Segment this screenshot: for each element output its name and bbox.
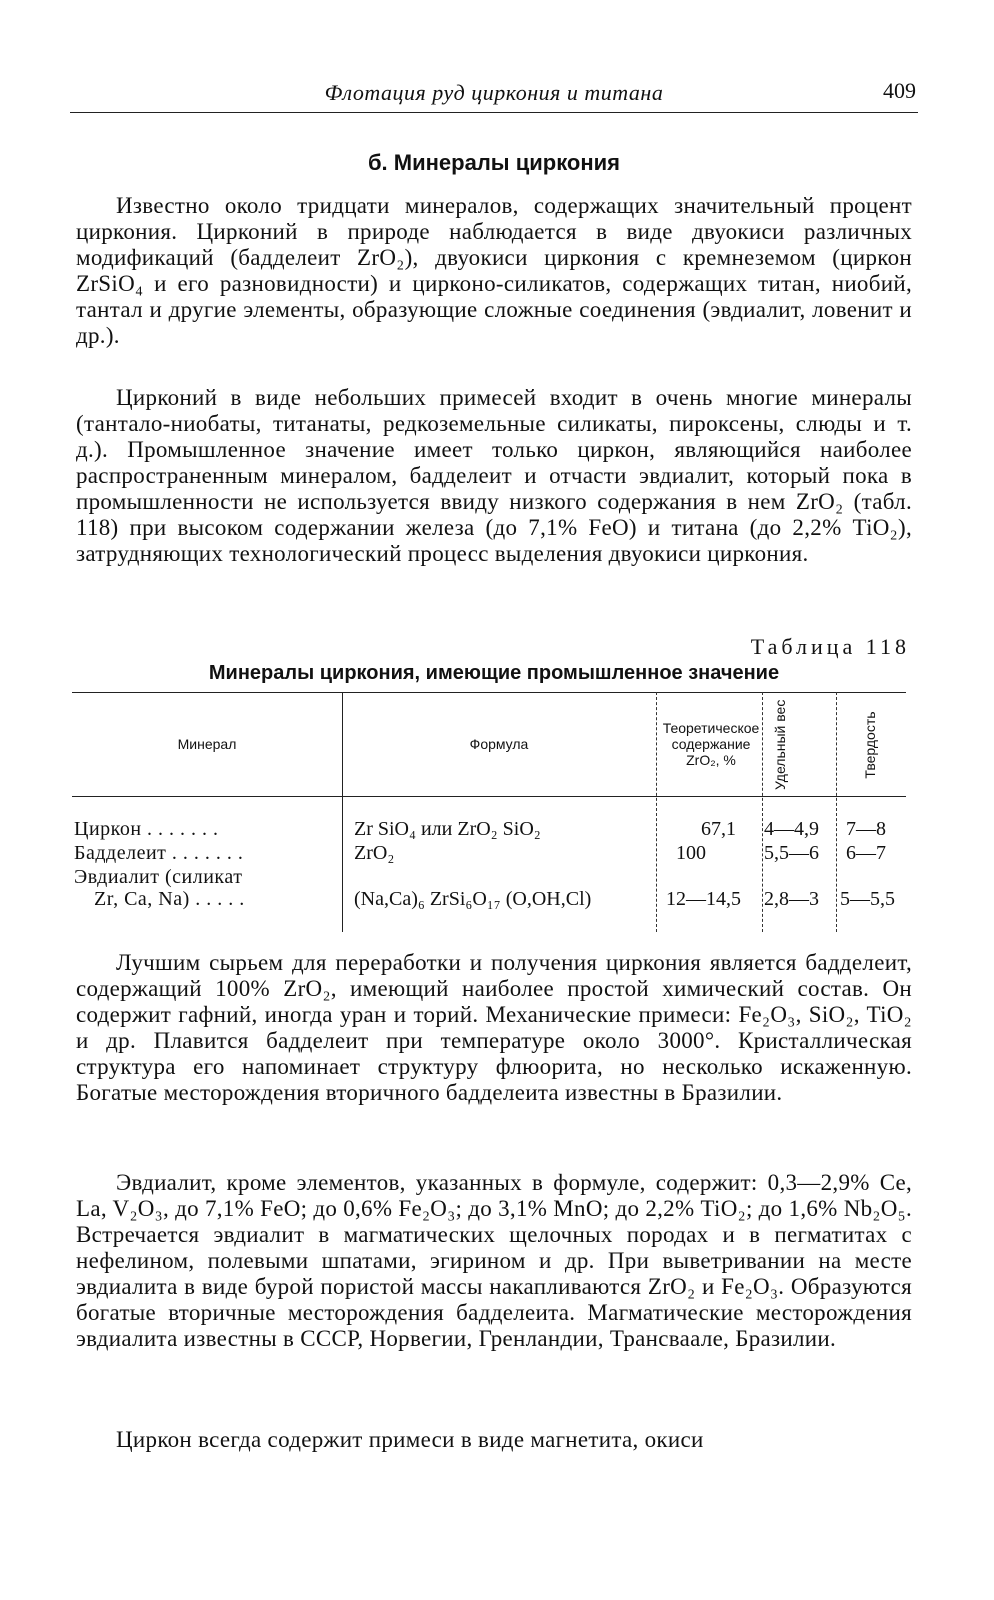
row-3-mineral: Эвдиалит (силикат — [74, 866, 243, 888]
row-2-density: 5,5—6 — [764, 842, 819, 864]
row-1-density: 4—4,9 — [764, 818, 819, 840]
table-header-rule — [72, 796, 906, 797]
header-mineral: Минерал — [177, 736, 237, 752]
header-density: Удельный вес — [772, 699, 788, 790]
paragraph-3: Лучшим сырьем для переработки и получения циркония является бадделеит, содержащий 100% ZrO₂, имеющий наиболее простой химический состав. Он содержит гафний, иногда уран и торий. Механические примеси: Fe₂O₃, SiO₂, TiO₂ и др. Плавится бадделеит при температуре около 3000°. Кристаллическая структура его напоминает структуру флюорита, но несколько искаженную. Богатые месторождения вторичного бадделеита известны в Бразилии. — [76, 950, 912, 1105]
page-number: 409 — [883, 78, 916, 103]
running-header — [70, 78, 918, 113]
row-3-mineral-cont: Zr, Ca, Na) . . . . . — [94, 888, 245, 910]
section-title: б. Минералы циркония — [367, 150, 621, 175]
row-1-formula: Zr SiO₄ или ZrO₂ SiO₂ — [354, 818, 541, 840]
row-2-hardness: 6—7 — [846, 842, 886, 864]
col-divider-2 — [656, 692, 657, 932]
table-label: Таблица 118 — [750, 634, 910, 659]
header-hardness: Твердость — [862, 711, 878, 779]
row-1-content: 67,1 — [701, 818, 736, 840]
col-divider-4 — [836, 692, 837, 932]
row-3-hardness: 5—5,5 — [840, 888, 895, 910]
col-divider-3 — [762, 692, 763, 932]
paragraph-1: Известно около тридцати минералов, содержащих значительный процент циркония. Цирконий в природе наблюдается в виде двуокиси различных модификаций (бадделеит ZrO₂), двуокиси циркония с кремнеземом (циркон ZrSiO₄ и его разновидности) и цирконо-силикатов, содержащих титан, ниобий, тантал и другие элементы, образующие сложные соединения (эвдиалит, ловенит и др.). — [76, 193, 912, 348]
row-2-formula: ZrO₂ — [354, 842, 395, 864]
table-caption: Минералы циркония, имеющие промышленное значение — [208, 662, 780, 684]
row-2-content: 100 — [676, 842, 706, 864]
running-title: Флотация руд циркония и титана — [324, 80, 664, 105]
header-content: Теоретическое содержание ZrO₂, % — [662, 720, 760, 768]
row-1-hardness: 7—8 — [846, 818, 886, 840]
row-2-mineral: Бадделеит . . . . . . . — [74, 842, 244, 864]
row-3-density: 2,8—3 — [764, 888, 819, 910]
minerals-table — [72, 692, 906, 932]
paragraph-4: Эвдиалит, кроме элементов, указанных в формуле, содержит: 0,3—2,9% Ce, La, V₂O₃, до 7,1% FeO; до 0,6% Fe₂O₃; до 3,1% MnO; до 2,2% TiO₂; до 1,6% Nb₂O₅. Встречается эвдиалит в магматических щелочных породах и в пегматитах с нефелином, полевыми шпатами, эгирином и др. При выветривании на месте эвдиалита в виде бурой пористой массы накапливаются ZrO₂ и Fe₂O₃. Образуются богатые вторичные месторождения бадделеита. Магматические месторождения эвдиалита известны в СССР, Норвегии, Гренландии, Трансваале, Бразилии. — [76, 1170, 912, 1351]
header-formula: Формула — [469, 736, 529, 752]
paragraph-2: Цирконий в виде небольших примесей входит в очень многие минералы (тантало-ниобаты, титанаты, редкоземельные силикаты, пироксены, слюды и т. д.). Промышленное значение имеет только циркон, являющийся наиболее распространенным минералом, бадделеит и отчасти эвдиалит, который пока в промышленности не используется ввиду низкого содержания в нем ZrO₂ (табл. 118) при высоком содержании железа (до 7,1% FeO) и титана (до 2,2% TiO₂), затрудняющих технологический процесс выделения двуокиси циркония. — [76, 385, 912, 566]
row-3-content: 12—14,5 — [666, 888, 741, 910]
row-3-formula: (Na,Ca)₆ ZrSi₆O₁₇ (O,OH,Cl) — [354, 888, 592, 910]
paragraph-5: Циркон всегда содержит примеси в виде магнетита, окиси — [116, 1427, 704, 1452]
row-1-mineral: Циркон . . . . . . . — [74, 818, 219, 840]
